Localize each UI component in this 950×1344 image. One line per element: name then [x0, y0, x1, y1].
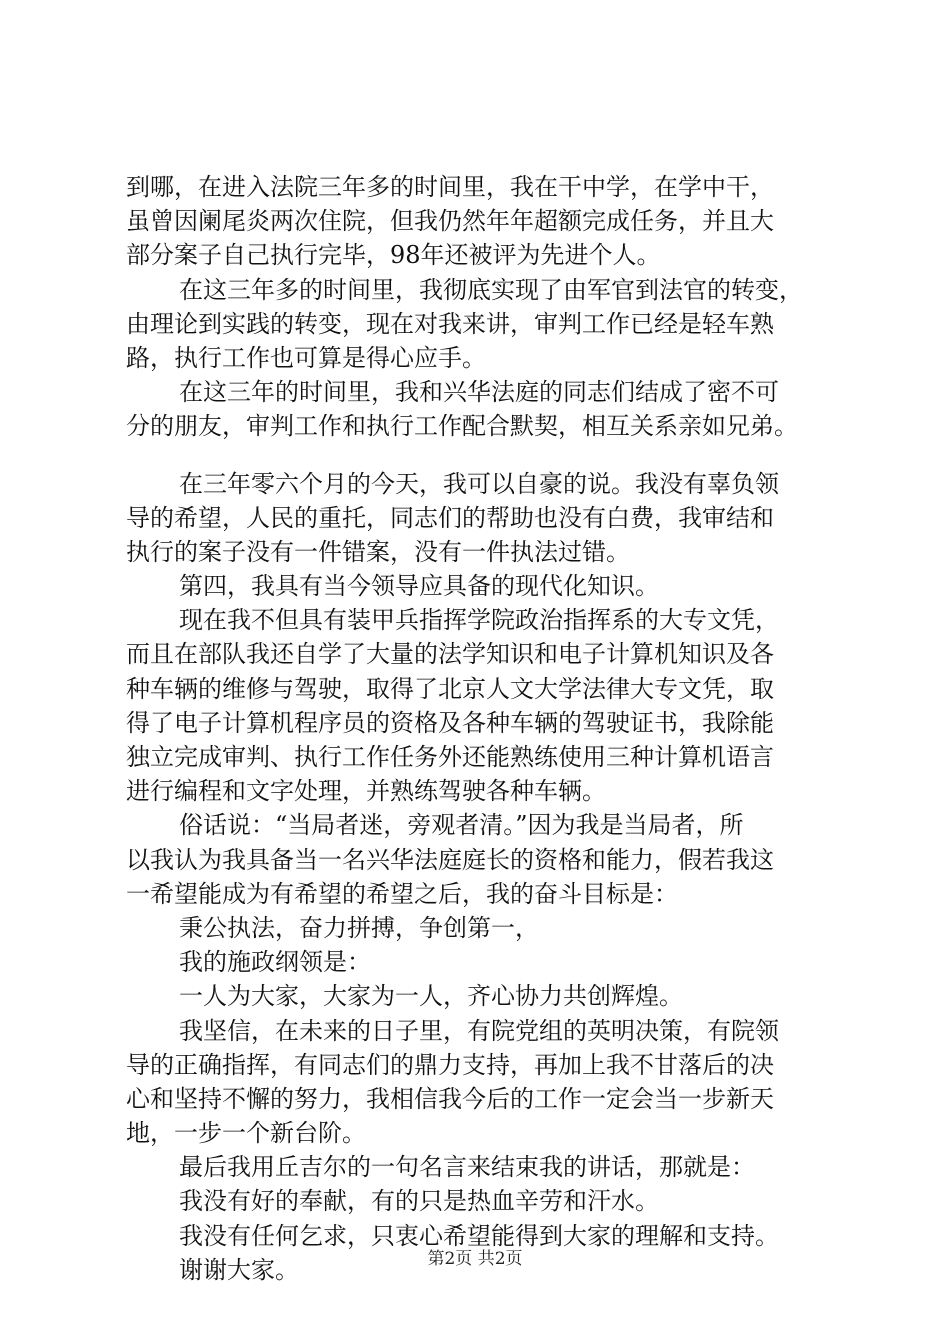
text-line: 地，一步一个新台阶。: [126, 1119, 366, 1148]
text-line: 以我认为我具备当一名兴华法庭庭长的资格和能力，假若我这: [126, 845, 774, 874]
text-line: 导的希望，人民的重托，同志们的帮助也没有白费，我审结和: [126, 503, 774, 532]
text-line: 分的朋友，审判工作和执行工作配合默契，相互关系亲如兄弟。: [126, 412, 798, 441]
paragraph: [126, 170, 836, 273]
text-line: 部分案子自己执行完毕，98年还被评为先进个人。: [126, 241, 661, 270]
text-line: 我没有任何乞求，只衷心希望能得到大家的理解和支持。: [179, 1221, 779, 1250]
text-line: 种车辆的维修与驾驶，取得了北京人文大学法律大专文凭，取: [126, 674, 774, 703]
paragraph-gap: [126, 444, 836, 467]
paragraph: [126, 603, 836, 808]
text-line: 得了电子计算机程序员的资格及各种车辆的驾驶证书，我除能: [126, 708, 774, 737]
paragraph: [126, 273, 836, 376]
paragraph: [126, 467, 836, 570]
text-line: 俗话说：“当局者迷，旁观者清。”因为我是当局者，所: [179, 811, 744, 840]
text-line: 由理论到实践的转变，现在对我来讲，审判工作已经是轻车熟: [126, 309, 774, 338]
text-line: 路，执行工作也可算是得心应手。: [126, 343, 486, 372]
paragraph: [126, 569, 836, 603]
document-body: [126, 170, 836, 1287]
text-line: 在这三年的时间里，我和兴华法庭的同志们结成了密不可: [179, 378, 779, 407]
text-line: 一人为大家，大家为一人，齐心协力共创辉煌。: [179, 982, 683, 1011]
paragraph: [126, 808, 836, 911]
paragraph: [126, 945, 836, 979]
text-line: 秉公执法，奋力拼搏，争创第一，: [179, 913, 539, 942]
page-footer: [0, 1244, 950, 1269]
text-line: 在三年零六个月的今天，我可以自豪的说。我没有辜负领: [179, 469, 779, 498]
text-line: 最后我用丘吉尔的一句名言来结束我的讲话，那就是：: [179, 1153, 755, 1182]
text-line: 现在我不但具有装甲兵指挥学院政治指挥系的大专文凭，: [179, 606, 779, 635]
text-line: 第四，我具有当今领导应具备的现代化知识。: [179, 572, 659, 601]
text-line: 我没有好的奉献，有的只是热血辛劳和汗水。: [179, 1187, 659, 1216]
text-line: 执行的案子没有一件错案，没有一件执法过错。: [126, 537, 630, 566]
text-line: 导的正确指挥，有同志们的鼎力支持，再加上我不甘落后的决: [126, 1050, 774, 1079]
text-line: 独立完成审判、执行工作任务外还能熟练使用三种计算机语言: [126, 743, 774, 771]
text-line: 进行编程和文字处理，并熟练驾驶各种车辆。: [126, 777, 606, 806]
text-line: 我坚信，在未来的日子里，有院党组的英明决策，有院领: [179, 1016, 779, 1045]
paragraph: [126, 979, 836, 1013]
paragraph: [126, 1184, 836, 1218]
text-line: 心和坚持不懈的努力，我相信我今后的工作一定会当一步新天: [126, 1084, 774, 1113]
paragraph: [126, 1150, 836, 1184]
text-line: 虽曾因阑尾炎两次住院，但我仍然年年超额完成任务，并且大: [126, 207, 774, 236]
text-line: 到哪，在进入法院三年多的时间里，我在干中学，在学中干，: [126, 173, 774, 201]
text-line: 在这三年多的时间里，我彻底实现了由军官到法官的转变，: [179, 275, 803, 304]
text-line: 而且在部队我还自学了大量的法学知识和电子计算机知识及各: [126, 640, 774, 669]
paragraph: [126, 911, 836, 945]
paragraph: [126, 1014, 836, 1151]
text-line: 我的施政纲领是：: [179, 948, 371, 977]
page-number-label: 第2页 共2页: [427, 1249, 523, 1269]
text-line: 谢谢大家。: [179, 1255, 299, 1284]
text-line: 一希望能成为有希望的希望之后，我的奋斗目标是：: [126, 879, 678, 908]
paragraph: [126, 375, 836, 443]
